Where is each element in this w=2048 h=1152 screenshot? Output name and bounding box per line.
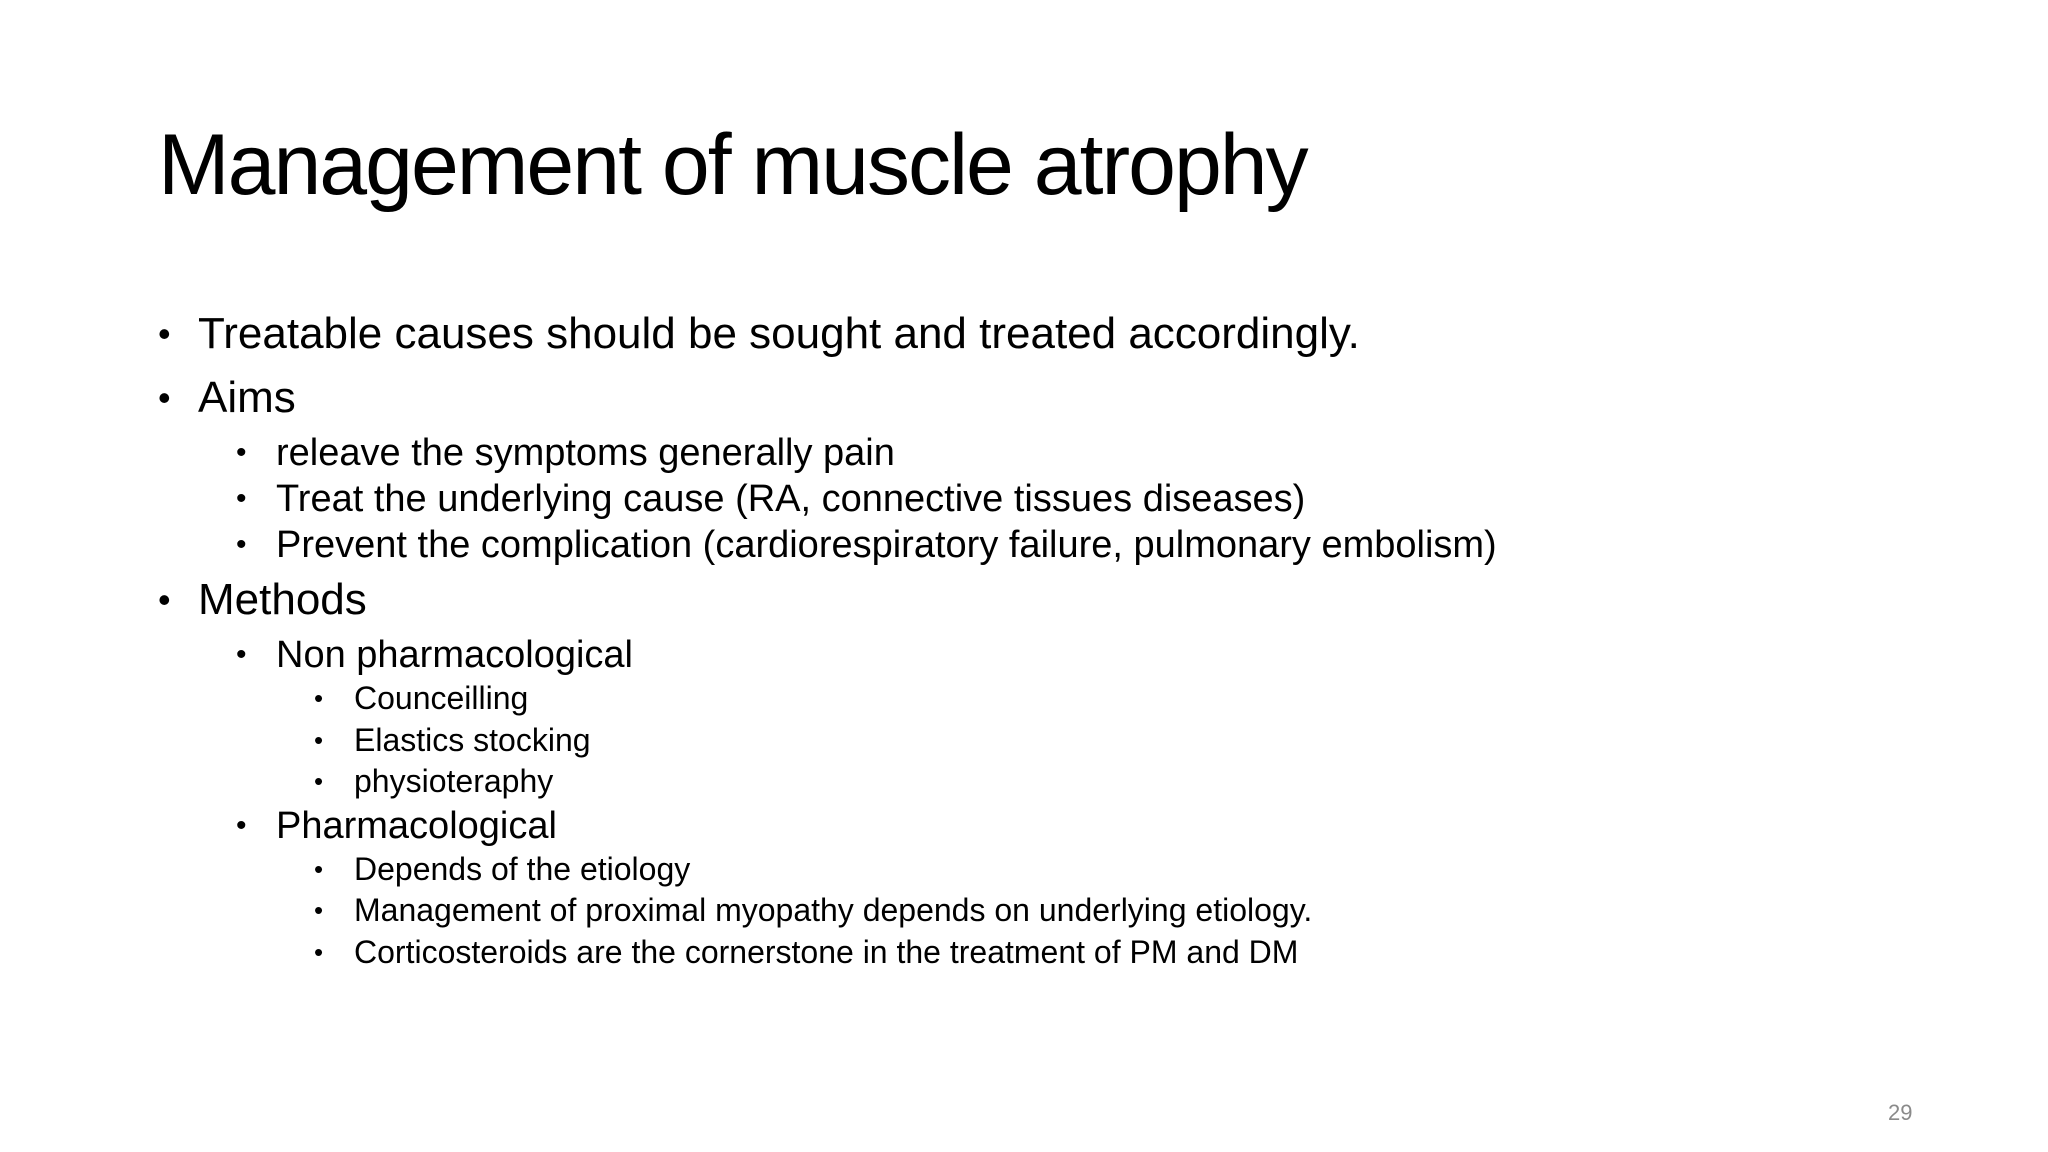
- bullet-text: releave the symptoms generally pain: [276, 432, 895, 474]
- bullet-item-level-2: [158, 632, 1958, 678]
- bullet-text: Depends of the etiology: [354, 850, 691, 887]
- bullet-item-level-1: [158, 366, 1958, 430]
- bullet-glyph: •: [158, 313, 171, 354]
- bullet-glyph: •: [158, 579, 171, 620]
- bullet-text: Aims: [198, 373, 296, 422]
- bullet-glyph: •: [314, 766, 324, 796]
- bullet-item-level-3: [158, 678, 1958, 720]
- bullet-text: Methods: [198, 575, 367, 624]
- bullet-glyph: •: [314, 936, 324, 967]
- slide-title: Management of muscle atrophy: [158, 117, 1307, 213]
- bullet-text: Non pharmacological: [276, 634, 633, 676]
- bullet-item-level-3: [158, 720, 1958, 762]
- bullet-item-level-3: [158, 761, 1958, 803]
- bullet-item-level-2: [158, 430, 1958, 476]
- bullet-text: Counceilling: [354, 680, 529, 716]
- bullet-glyph: •: [158, 377, 171, 418]
- page-number: 29: [1888, 1100, 1913, 1125]
- bullet-glyph: •: [314, 683, 324, 713]
- bullet-list: [158, 302, 1958, 973]
- bullet-item-level-2: [158, 803, 1958, 849]
- bullet-text: Corticosteroids are the cornerstone in the treatment of PM and DM: [354, 933, 1299, 970]
- bullet-glyph: •: [236, 482, 247, 515]
- bullet-glyph: •: [236, 638, 247, 671]
- bullet-text: Prevent the complication (cardiorespiratory failure, pulmonary embolism): [276, 524, 1497, 566]
- bullet-glyph: •: [314, 724, 324, 755]
- bullet-text: Treat the underlying cause (RA, connective tissues diseases): [276, 478, 1306, 520]
- bullet-item-level-2: [158, 476, 1958, 522]
- bullet-glyph: •: [314, 895, 324, 925]
- bullet-glyph: •: [314, 853, 324, 884]
- bullet-text: Pharmacological: [276, 804, 557, 847]
- bullet-text: physioteraphy: [354, 763, 554, 799]
- bullet-item-level-1: [158, 302, 1958, 366]
- bullet-item-level-3: [158, 849, 1958, 891]
- bullet-text: Treatable causes should be sought and treated accordingly.: [198, 309, 1360, 358]
- bullet-item-level-3: [158, 890, 1958, 932]
- bullet-text: Management of proximal myopathy depends on underlying etiology.: [354, 892, 1313, 928]
- bullet-glyph: •: [236, 528, 247, 561]
- bullet-glyph: •: [236, 436, 247, 469]
- bullet-glyph: •: [236, 808, 247, 842]
- bullet-text: Elastics stocking: [354, 721, 591, 758]
- bullet-item-level-3: [158, 932, 1958, 974]
- bullet-item-level-1: [158, 568, 1958, 632]
- bullet-item-level-2: [158, 522, 1958, 568]
